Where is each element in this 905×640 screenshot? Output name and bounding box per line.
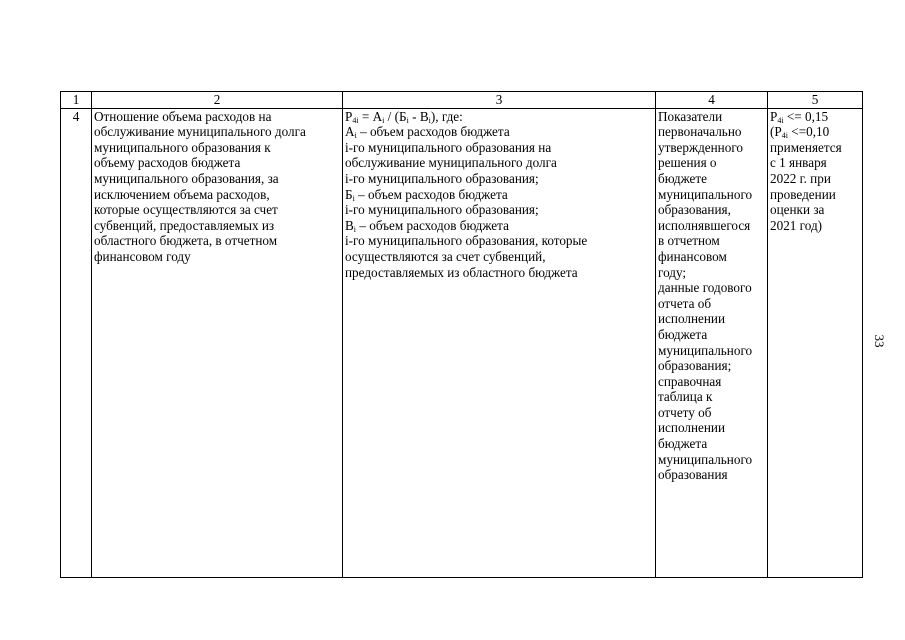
description-line: субвенций, предоставляемых из [94,217,275,233]
source-line: первоначально [658,124,742,140]
var-sub: i [352,193,355,203]
formula-b-sub: i [406,115,409,125]
source-line: отчету об [658,404,712,420]
formula-line [345,187,653,203]
formula-p-sub: 4i [352,115,359,125]
formula-line: i-го муниципального образования; [345,170,539,186]
source-line: утвержденного [658,139,744,155]
formula-a: = А [358,108,383,124]
formula-line [345,124,653,140]
source-line: в отчетном [658,233,720,249]
threshold-line: 2021 год) [770,217,823,233]
page-number: 33 [872,334,887,348]
source-line: муниципального [658,342,753,358]
threshold-cell [768,108,863,577]
formula-line: i-го муниципального образования; [345,202,539,218]
description-line: областного бюджета, в отчетном [94,233,278,249]
var-letter: Б [345,186,353,202]
source-line: таблица к [658,389,713,405]
formula-v: - В [408,108,429,124]
source-line: исполнении [658,311,726,327]
formula-line: i-го муниципального образования, которые [345,233,588,249]
header-cell-1: 1 [61,92,92,109]
header-cell-5: 5 [768,92,863,109]
formula-equation [345,109,653,125]
var-text: – объем расходов бюджета [356,217,509,233]
threshold-p: (Р [770,124,782,140]
source-line: отчета об [658,295,712,311]
source-line: бюджета [658,436,708,452]
source-line: муниципального [658,451,753,467]
var-text: – объем расходов бюджета [354,186,508,202]
formula-line: i-го муниципального образования на [345,139,552,155]
threshold-line [770,109,860,125]
description-line: Отношение объема расходов на [94,108,272,124]
source-line: году; [658,264,687,280]
threshold-value: <=0,10 [787,124,830,140]
header-cell-4: 4 [656,92,768,109]
description-line: которые осуществляются за счет [94,202,278,218]
threshold-p-sub: 4i [777,115,784,125]
threshold-p: Р [770,108,778,124]
threshold-line: с 1 января [770,155,827,171]
source-line: исполнявшегося [658,217,751,233]
row-number-cell [61,108,92,577]
var-sub: i [353,224,357,234]
threshold-line: проведении [770,186,836,202]
var-sub: i [354,131,357,141]
formula-line [345,218,653,234]
source-cell [656,108,768,577]
var-letter: В [345,217,354,233]
formula-a-sub: i [382,115,385,125]
indicator-table [60,91,863,578]
source-line: Показатели [658,108,723,124]
threshold-line: оценки за [770,202,825,218]
header-row [61,92,863,109]
description-line: исключением объема расходов, [94,186,270,202]
var-text: – объем расходов бюджета [356,124,510,140]
formula-tail: ), где: [430,108,463,124]
source-line: решения о [658,155,717,171]
var-letter: А [345,124,355,140]
description-line: муниципального образования, за [94,170,279,186]
header-cell-2: 2 [92,92,343,109]
source-line: образования [658,467,728,483]
source-line: финансовом [658,248,727,264]
description-line: муниципального образования к [94,139,271,155]
formula-line: осуществляются за счет субвенций, [345,248,546,264]
source-line: данные годового [658,280,752,296]
formula-b: / (Б [384,108,407,124]
source-line: исполнении [658,420,726,436]
threshold-line [770,124,860,140]
row-number: 4 [72,108,80,124]
formula-p: Р [345,108,353,124]
description-line: объему расходов бюджета [94,155,241,171]
description-cell [92,108,343,577]
threshold-line: применяется [770,139,842,155]
source-line: бюджете [658,170,708,186]
formula-line: предоставляемых из областного бюджета [345,264,578,280]
description-line: финансовом году [94,248,191,264]
header-cell-3: 3 [343,92,656,109]
formula-line: обслуживание муниципального долга [345,155,557,171]
table-row [61,108,863,577]
source-line: бюджета [658,326,708,342]
threshold-p-sub: 4i [781,131,788,141]
threshold-value: <= 0,15 [783,108,829,124]
description-line: обслуживание муниципального долга [94,124,306,140]
source-line: муниципального [658,186,753,202]
source-line: образования, [658,202,731,218]
threshold-line: 2022 г. при [770,170,831,186]
formula-v-sub: i [428,115,431,125]
source-line: образования; [658,358,732,374]
formula-cell [343,108,656,577]
source-line: справочная [658,373,722,389]
